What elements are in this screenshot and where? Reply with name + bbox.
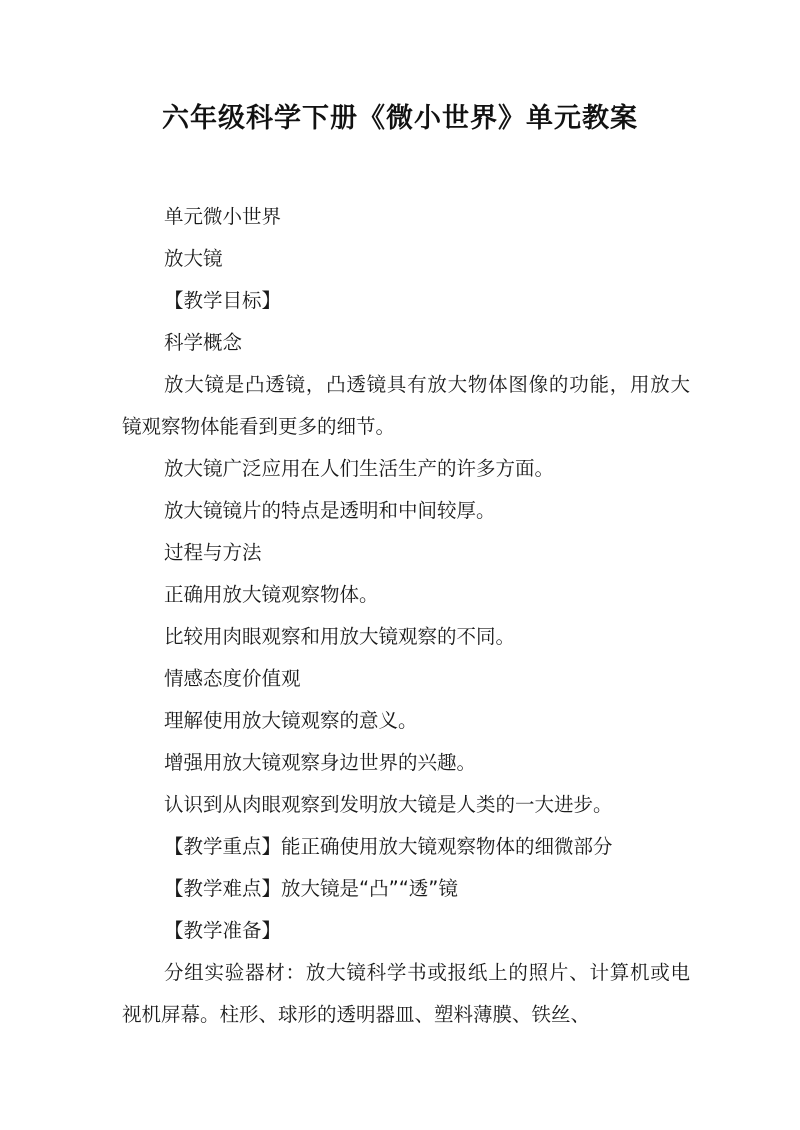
document-body	[122, 196, 690, 1036]
text-line-unit: 单元微小世界	[164, 205, 282, 228]
text-line-preparation-heading: 【教学准备】	[164, 919, 282, 942]
text-line-understand: 理解使用放大镜观察的意义。	[164, 709, 418, 732]
text-line-correct-use: 正确用放大镜观察物体。	[164, 583, 379, 606]
paragraph-materials: 分组实验器材：放大镜科学书或报纸上的照片、计算机或电视机屏幕。柱形、球形的透明器皿、塑料薄膜、铁丝、	[122, 961, 690, 1026]
text-line-lens-features: 放大镜镜片的特点是透明和中间较厚。	[164, 499, 496, 522]
text-line-difficulty: 【教学难点】放大镜是“凸”“透”镜	[164, 877, 458, 900]
text-line-interest: 增强用放大镜观察身边世界的兴趣。	[164, 751, 477, 774]
text-line-key-point: 【教学重点】能正确使用放大镜观察物体的细微部分	[164, 835, 613, 858]
document-title: 六年级科学下册《微小世界》单元教案	[162, 103, 638, 134]
text-line-lesson: 放大镜	[164, 247, 223, 270]
text-line-objectives-heading: 【教学目标】	[164, 289, 282, 312]
text-line-compare: 比较用肉眼观察和用放大镜观察的不同。	[164, 625, 516, 648]
text-line-progress: 认识到从肉眼观察到发明放大镜是人类的一大进步。	[164, 793, 613, 816]
text-line-applications: 放大镜广泛应用在人们生活生产的许多方面。	[164, 457, 555, 480]
text-line-science-concept: 科学概念	[164, 331, 243, 354]
text-line-process-method: 过程与方法	[164, 541, 262, 564]
text-line-attitude-heading: 情感态度价值观	[164, 667, 301, 690]
paragraph-magnifier-definition: 放大镜是凸透镜，凸透镜具有放大物体图像的功能，用放大镜观察物体能看到更多的细节。	[122, 373, 690, 438]
